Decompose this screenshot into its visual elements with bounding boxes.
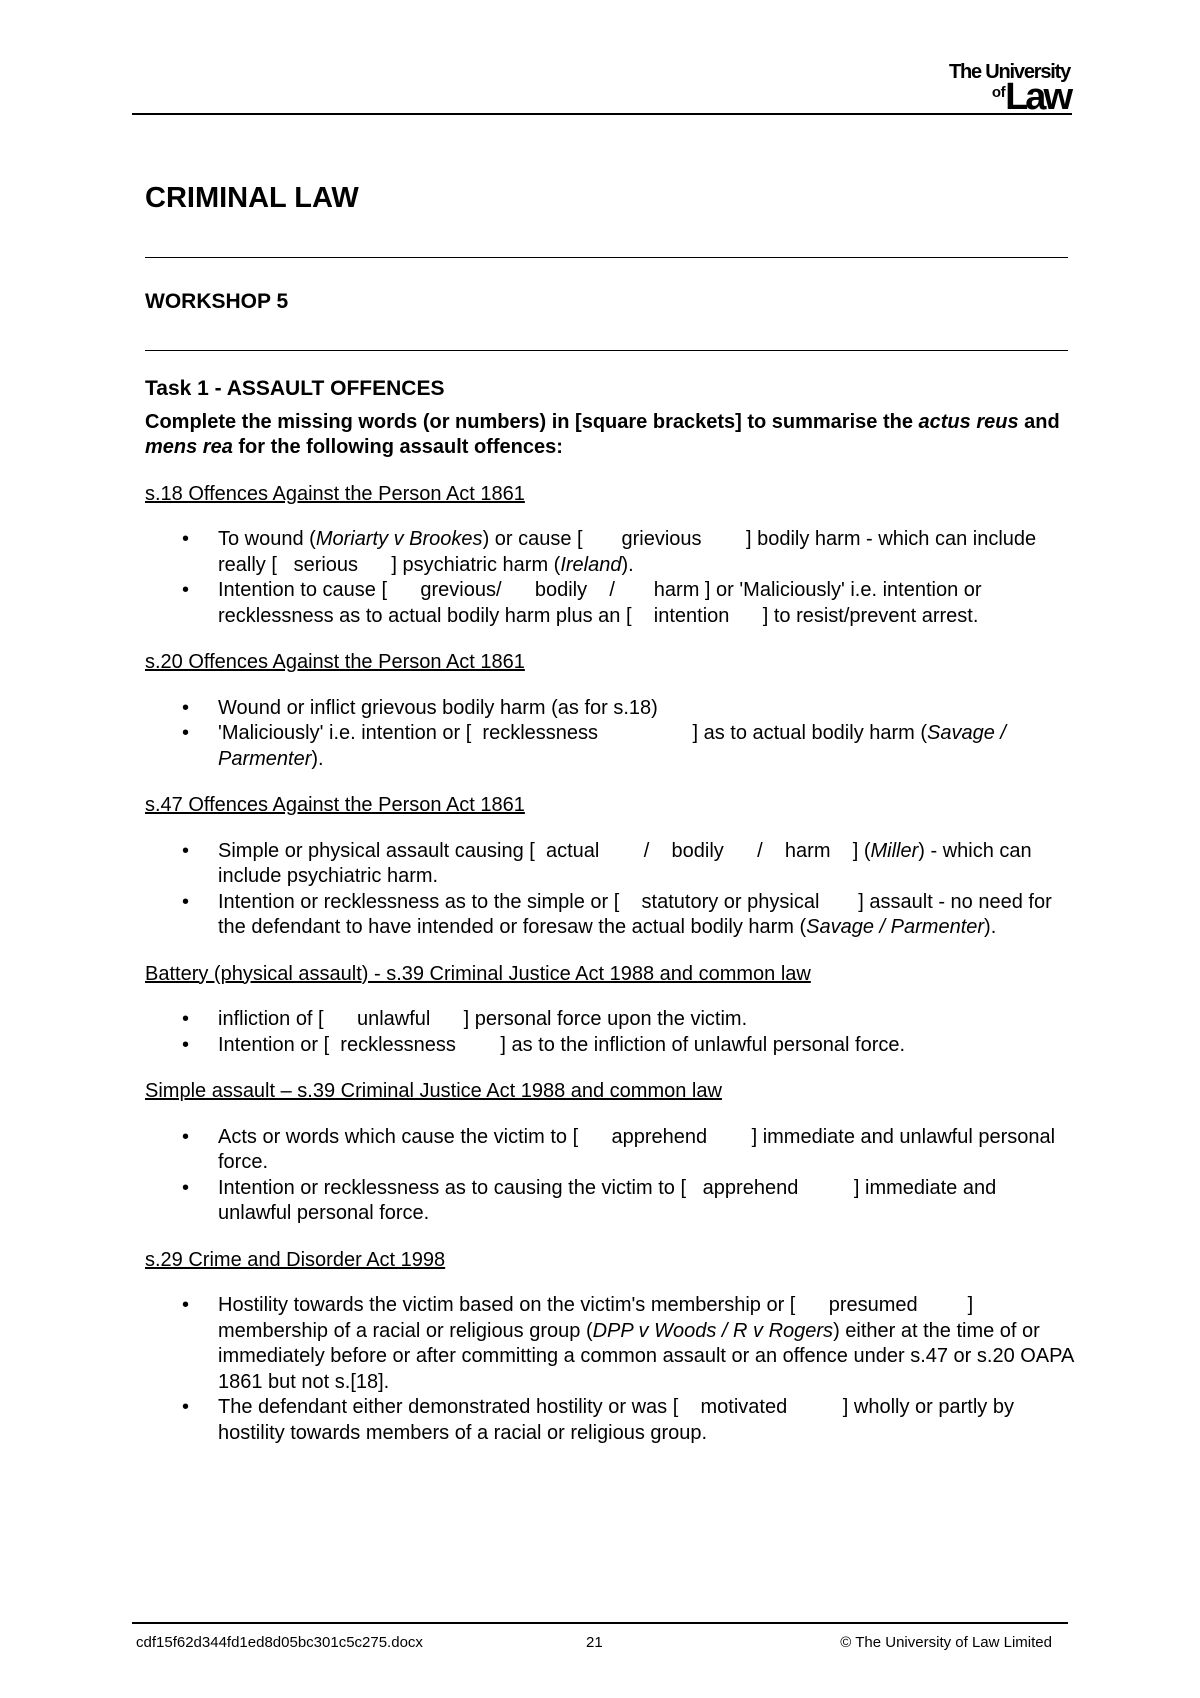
s20-list (145, 696, 1075, 773)
list-item: • Simple or physical assault causing [ actual / bodily / harm ] (Miller) - which can include psychiatric harm. (145, 839, 1075, 890)
section-title-simple-assault: Simple assault – s.39 Criminal Justice Act 1988 and common law (145, 1080, 722, 1102)
section-title-s20: s.20 Offences Against the Person Act 1861 (145, 651, 525, 673)
section-title-s18: s.18 Offences Against the Person Act 1861 (145, 482, 525, 505)
document-title: CRIMINAL LAW (145, 182, 359, 214)
header-rule (132, 113, 1072, 115)
answer-blank: recklessness (329, 1033, 501, 1056)
logo-line1: The University (948, 61, 1070, 83)
workshop-rule (145, 350, 1068, 351)
list-item: • Intention to cause [ grevious/ bodily / harm ] or 'Maliciously' i.e. intention or recklessness as to actual bodily harm plus an [ intention ] to resist/prevent arrest. (145, 578, 1075, 629)
list-item: • Intention or recklessness as to causing the victim to [ apprehend ] immediate and unlawful personal force. (145, 1176, 1075, 1227)
list-item: • Intention or [ recklessness ] as to the infliction of unlawful personal force. (145, 1033, 1075, 1059)
s47-list (145, 839, 1075, 941)
section-title-s47: s.47 Offences Against the Person Act 1861 (145, 794, 525, 816)
battery-list (145, 1007, 1075, 1058)
section-title-s29: s.29 Crime and Disorder Act 1998 (145, 1248, 446, 1271)
list-item: • To wound (Moriarty v Brookes) or cause [ grievious ] bodily harm - which can include really [ serious ] psychiatric harm (Ireland). (145, 527, 1075, 578)
s18-list (145, 527, 1075, 629)
list-item: • infliction of [ unlawful ] personal force upon the victim. (145, 1007, 1075, 1033)
answer-blank: presumed (795, 1294, 968, 1316)
logo-law: Law (1005, 76, 1070, 118)
list-item: • Intention or recklessness as to the simple or [ statutory or physical ] assault - no need for the defendant to have intended or foresaw the actual bodily harm (Savage / Parmenter). (145, 890, 1075, 941)
answer-blank: unlawful (323, 1008, 464, 1030)
answer-blank: intention (631, 604, 763, 627)
footer-filename: cdf15f62d344fd1ed8d05bc301c5c275.docx (136, 1634, 423, 1651)
answer-blank: motivated (678, 1396, 843, 1418)
simple-assault-list (145, 1125, 1075, 1227)
list-item: • Hostility towards the victim based on the victim's membership or [ presumed ] membership of a racial or religious group (DPP v Woods / R v Rogers) either at the time of or immediately before or after committing a common assault or an offence under s.47 or s.20 OAPA 1861 but not s.[18]. (145, 1293, 1075, 1395)
answer-blank: actual / bodily / harm (534, 839, 853, 862)
task-title: Task 1 - ASSAULT OFFENCES (145, 377, 445, 400)
workshop-title: WORKSHOP 5 (145, 290, 289, 313)
footer-rule (132, 1622, 1068, 1624)
list-item: • Wound or inflict grievous bodily harm (as for s.18) (145, 696, 1075, 722)
task-instruction: Complete the missing words (or numbers) in [square brackets] to summarise the actus reus and mens rea for the following assault offences: (145, 410, 1060, 458)
section-title-battery: Battery (physical assault) - s.39 Criminal Justice Act 1988 and common law (145, 962, 811, 985)
document-body (145, 376, 1075, 1467)
list-item: • The defendant either demonstrated hostility or was [ motivated ] wholly or partly by hostility towards members of a racial or religious group. (145, 1395, 1075, 1446)
answer-blank: serious (276, 553, 392, 576)
answer-blank: statutory or physical (619, 890, 859, 913)
list-item: • Acts or words which cause the victim to [ apprehend ] immediate and unlawful personal force. (145, 1125, 1075, 1176)
answer-blank: grevious/ bodily / harm (387, 579, 705, 601)
logo-of: of (991, 84, 1006, 101)
answer-blank: apprehend (578, 1125, 752, 1148)
university-logo (949, 62, 1070, 116)
footer-copyright: © The University of Law Limited (840, 1634, 1052, 1651)
footer-page-number: 21 (586, 1634, 603, 1651)
list-item: • 'Maliciously' i.e. intention or [ recklessness ] as to actual bodily harm (Savage / Parmenter). (145, 721, 1075, 772)
answer-blank: recklessness (471, 722, 693, 744)
s29-list (145, 1293, 1075, 1446)
title-rule (145, 257, 1068, 258)
answer-blank: grievious (582, 528, 746, 550)
answer-blank: apprehend (686, 1176, 854, 1199)
